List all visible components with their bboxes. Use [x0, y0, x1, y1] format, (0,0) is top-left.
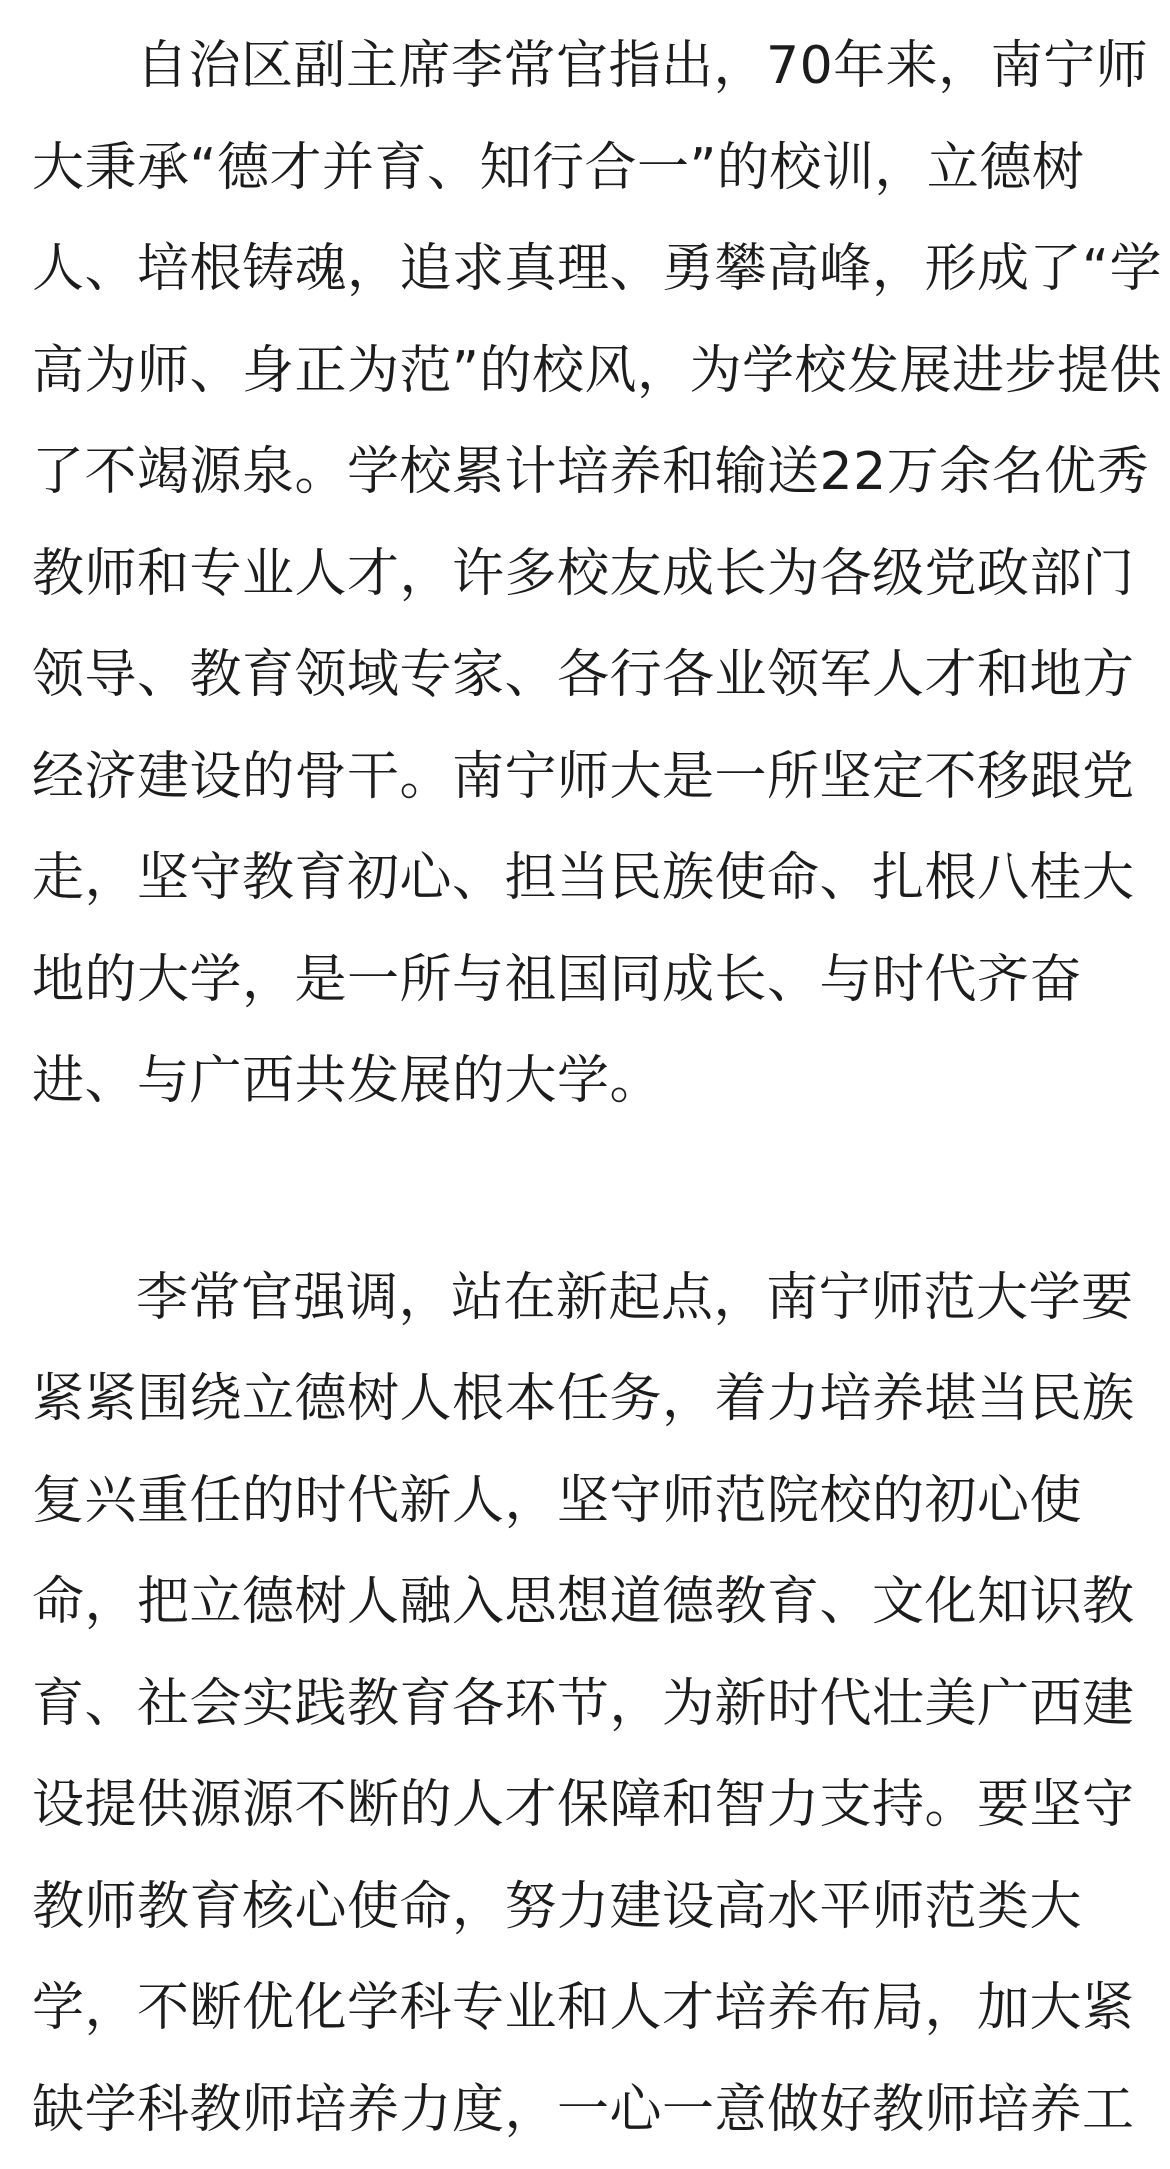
text-line: 紧紧围绕立德树人根本任务，着力培养堪当民族	[32, 1357, 1142, 1459]
paragraph-1	[32, 24, 1142, 1141]
text-line: 了不竭源泉。学校累计培养和输送22万余名优秀	[32, 430, 1142, 532]
text-line: 大秉承“德才并育、知行合一”的校训，立德树	[32, 126, 1142, 228]
text-line: 教师教育核心使命，努力建设高水平师范类大	[32, 1865, 1142, 1967]
text-line: 走，坚守教育初心、担当民族使命、扎根八桂大	[32, 836, 1142, 938]
paragraph-spacer	[32, 1141, 1142, 1256]
text-line: 复兴重任的时代新人，坚守师范院校的初心使	[32, 1459, 1142, 1561]
text-line: 学，不断优化学科专业和人才培养布局，加大紧	[32, 1966, 1142, 2068]
text-line: 设提供源源不断的人才保障和智力支持。要坚守	[32, 1763, 1142, 1865]
text-line: 缺学科教师培养力度，一心一意做好教师培养工	[32, 2068, 1142, 2169]
text-line: 育、社会实践教育各环节，为新时代壮美广西建	[32, 1662, 1142, 1764]
text-line: 高为师、身正为范”的校风，为学校发展进步提供	[32, 329, 1142, 431]
text-line: 地的大学，是一所与祖国同成长、与时代齐奋	[32, 938, 1142, 1040]
text-line: 经济建设的骨干。南宁师大是一所坚定不移跟党	[32, 735, 1142, 837]
article-body	[32, 24, 1142, 2169]
text-line: 教师和专业人才，许多校友成长为各级党政部门	[32, 532, 1142, 634]
text-line: 领导、教育领域专家、各行各业领军人才和地方	[32, 633, 1142, 735]
text-line: 李常官强调，站在新起点，南宁师范大学要	[32, 1256, 1142, 1358]
text-line: 进、与广西共发展的大学。	[32, 1039, 1142, 1141]
text-line: 人、培根铸魂，追求真理、勇攀高峰，形成了“学	[32, 227, 1142, 329]
text-line: 自治区副主席李常官指出，70年来，南宁师	[32, 24, 1142, 126]
paragraph-2	[32, 1256, 1142, 2169]
text-line: 命，把立德树人融入思想道德教育、文化知识教	[32, 1560, 1142, 1662]
